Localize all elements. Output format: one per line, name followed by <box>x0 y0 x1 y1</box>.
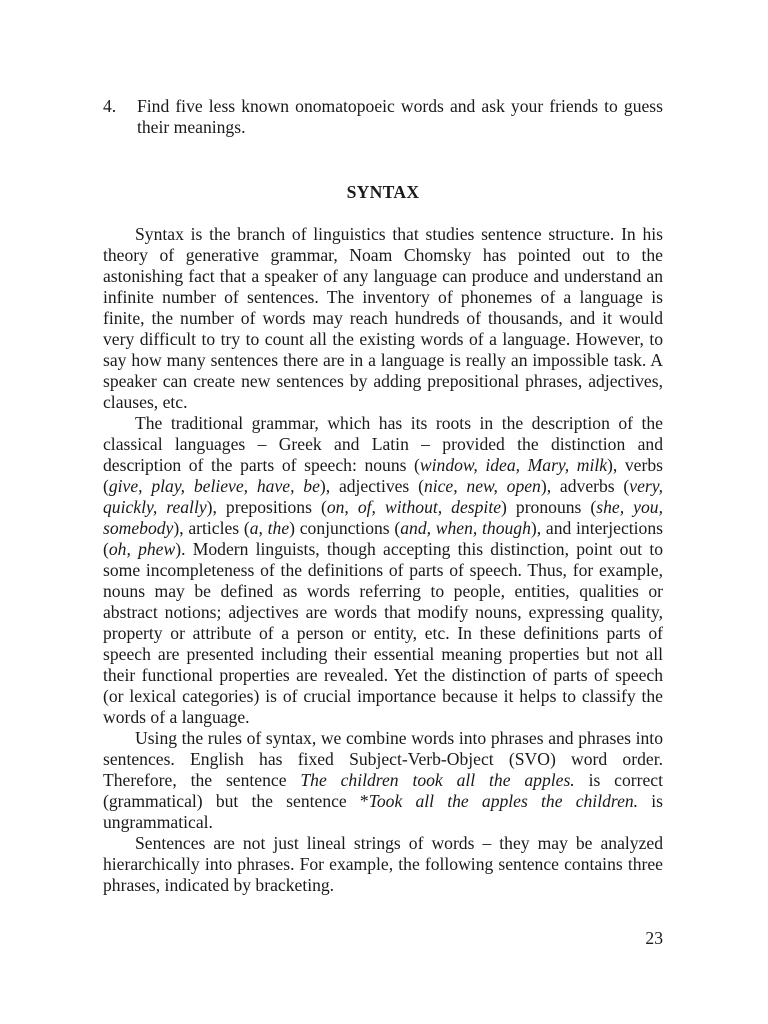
exercise-item <box>103 96 663 138</box>
example-pronouns: she, you, somebody <box>103 497 663 538</box>
example-ungrammatical-sentence: Took all the apples the children. <box>368 791 639 811</box>
paragraph-2-text: ), articles ( <box>173 518 250 538</box>
section-body <box>103 224 663 896</box>
paragraph-3 <box>103 728 663 833</box>
paragraph-2-text: ), and interjections ( <box>103 518 663 559</box>
paragraph-2-text: ) pronouns ( <box>501 497 597 517</box>
exercise-number: 4. <box>103 96 117 116</box>
paragraph-2-text: ). Modern linguists, though accepting this distinction, point out to some incompleteness of the definitions of parts of speech. Thus, for example, nouns may be defined as words referring to people, entities, qualities or abstract notions; adjectives are words that modify nouns, expressing quality, property or attribute of a person or entity, etc. In these definitions parts of speech are presented including their essential meaning properties but not all their functional properties are revealed. Yet the distinction of parts of speech (or lexical categories) is of crucial importance because it helps to classify the words of a language. <box>103 539 664 727</box>
page-content <box>103 96 664 895</box>
example-interjections: oh, phew <box>108 539 176 559</box>
example-articles: a, the <box>249 518 290 538</box>
paragraph-2 <box>103 413 663 728</box>
page-number: 23 <box>645 928 663 948</box>
paragraph-2-text: ), adjectives ( <box>319 476 424 496</box>
exercise-text: Find five less known onomatopoeic words and ask your friends to guess their meanings. <box>137 96 663 137</box>
example-grammatical-sentence: The children took all the apples. <box>300 770 575 790</box>
paragraph-2-text: ) conjunctions ( <box>289 518 401 538</box>
paragraph-2-text: ), prepositions ( <box>206 497 327 517</box>
example-nouns: window, idea, Mary, milk <box>419 455 608 475</box>
example-adverbs: very, quickly, really <box>103 476 663 517</box>
section-title: SYNTAX <box>346 182 420 202</box>
example-prepositions: on, of, without, despite <box>326 497 502 517</box>
example-conjunctions: and, when, though <box>400 518 531 538</box>
paragraph-3-text: is correct (grammatical) but the sentence * <box>103 770 663 811</box>
paragraph-2-text: ), adverbs ( <box>540 476 630 496</box>
example-verbs: give, play, believe, have, be <box>108 476 320 496</box>
paragraph-3-text: Using the rules of syntax, we combine words into phrases and phrases into sentences. English has fixed Subject-Verb-Object (SVO) word order. Therefore, the sentence <box>103 728 663 790</box>
paragraph-4: Sentences are not just lineal strings of words – they may be analyzed hierarchically into phrases. For example, the following sentence contains three phrases, indicated by bracketing. <box>103 833 663 895</box>
example-adjectives: nice, new, open <box>423 476 541 496</box>
paragraph-3-text: is ungrammatical. <box>103 791 663 832</box>
paragraph-2-text: ), verbs ( <box>103 455 663 496</box>
paragraph-1: Syntax is the branch of linguistics that studies sentence structure. In his theory of generative grammar, Noam Chomsky has pointed out to the astonishing fact that a speaker of any language can produce and understand an infinite number of sentences. The inventory of phonemes of a language is finite, the number of words may reach hundreds of thousands, and it would very difficult to try to count all the existing words of a language. However, to say how many sentences there are in a language is really an impossible task. A speaker can create new sentences by adding prepositional phrases, adjectives, clauses, etc. <box>103 224 663 412</box>
paragraph-2-text: The traditional grammar, which has its roots in the description of the classical languages – Greek and Latin – provided the distinction and description of the parts of speech: nouns ( <box>103 413 663 475</box>
